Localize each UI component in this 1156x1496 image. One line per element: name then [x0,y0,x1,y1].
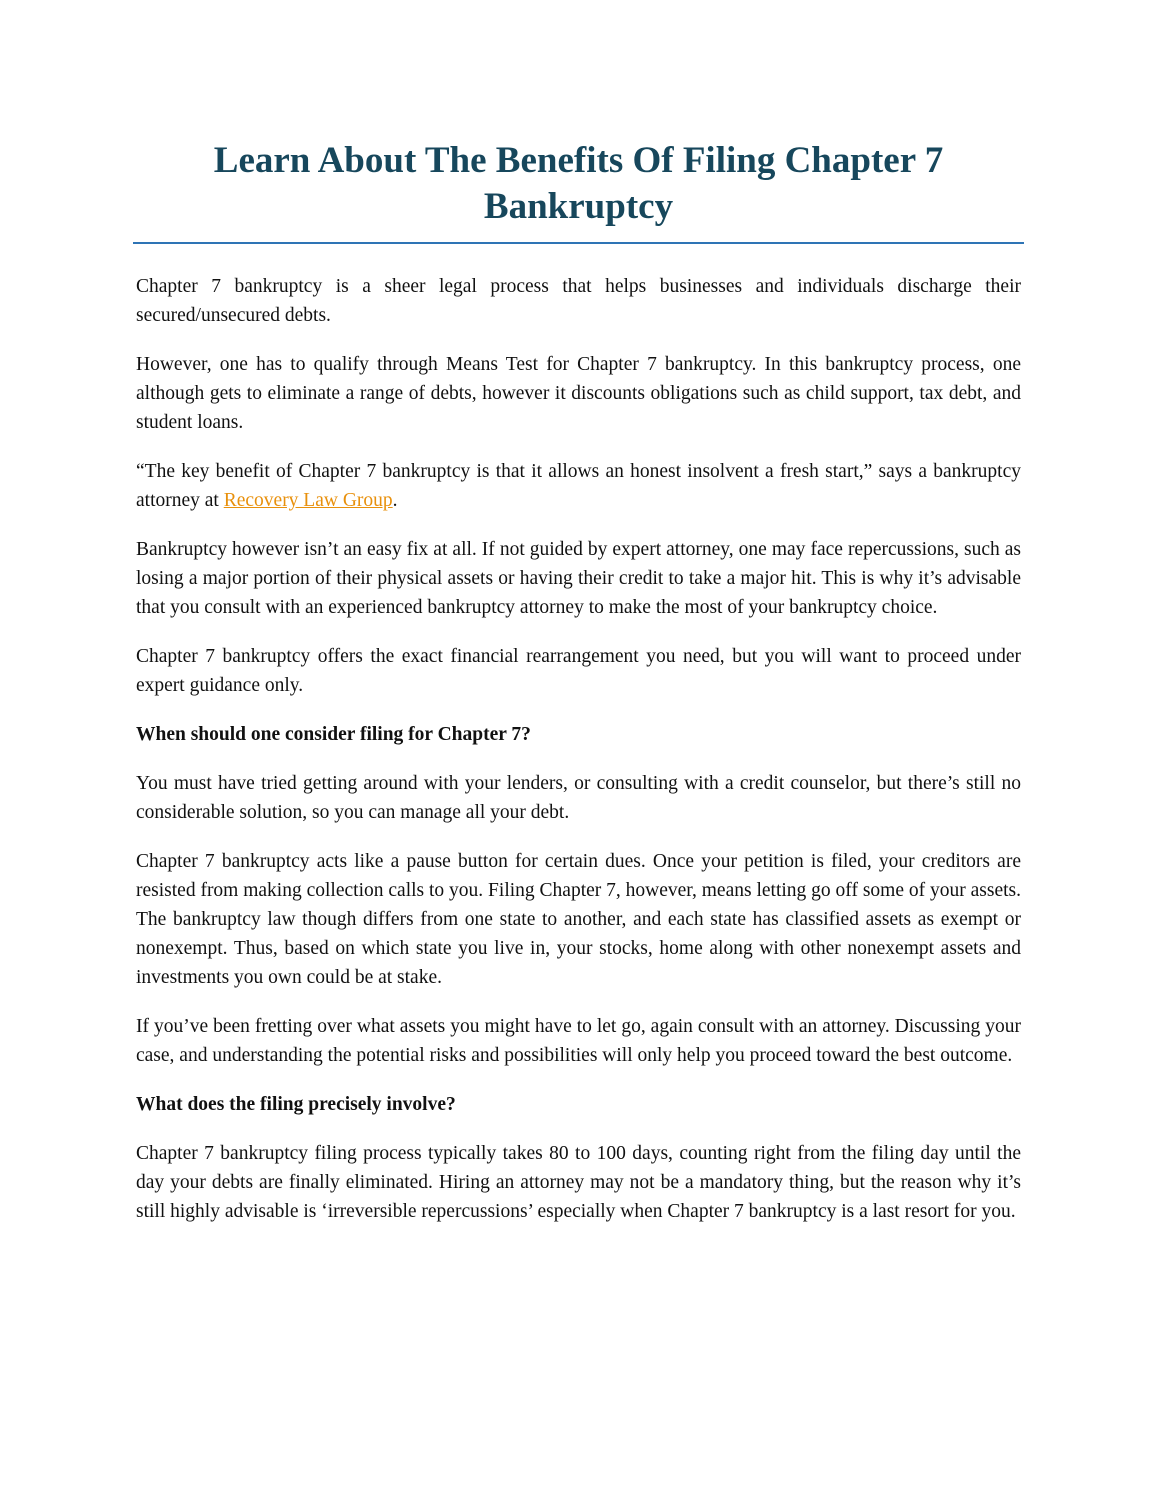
paragraph: Chapter 7 bankruptcy acts like a pause button for certain dues. Once your petition is filed, your creditors are resisted from making collection calls to you. Filing Chapter 7, however, means letting go off some of your assets. The bankruptcy law though differs from one state to another, and each state has classified assets as exempt or nonexempt. Thus, based on which state you live in, your stocks, home along with other nonexempt assets and investments you own could be at stake. [136,851,1021,988]
section-heading: When should one consider filing for Chapter 7? [136,724,531,745]
paragraph: However, one has to qualify through Means Test for Chapter 7 bankruptcy. In this bankruptcy process, one although gets to eliminate a range of debts, however it discounts obligations such as child support, tax debt, and student loans. [136,354,1021,433]
paragraph: Bankruptcy however isn’t an easy fix at all. If not guided by expert attorney, one may face repercussions, such as losing a major portion of their physical assets or having their credit to take a major hit. This is why it’s advisable that you consult with an experienced bankruptcy attorney to make the most of your bankruptcy choice. [136,539,1021,618]
document-page [136,138,1021,1246]
section-heading: What does the filing precisely involve? [136,1094,456,1115]
paragraph: You must have tried getting around with your lenders, or consulting with a credit counselor, but there’s still no considerable solution, so you can manage all your debt. [136,773,1021,823]
quote-paragraph [136,457,1021,515]
quote-text: “The key benefit of Chapter 7 bankruptcy is that it allows an honest insolvent a fresh start,” says a bankruptcy attorney at [136,461,1021,511]
document-body [136,272,1021,1226]
paragraph: Chapter 7 bankruptcy is a sheer legal process that helps businesses and individuals discharge their secured/unsecured debts. [136,276,1021,326]
recovery-law-group-link[interactable]: Recovery Law Group [223,490,393,511]
paragraph: Chapter 7 bankruptcy offers the exact financial rearrangement you need, but you will want to proceed under expert guidance only. [136,646,1021,696]
page-title: Learn About The Benefits Of Filing Chapter 7 Bankruptcy [133,138,1024,244]
paragraph: If you’ve been fretting over what assets you might have to let go, again consult with an attorney. Discussing your case, and understanding the potential risks and possibilities will only help you proceed toward the best outcome. [136,1016,1021,1066]
quote-end: . [392,490,398,511]
paragraph: Chapter 7 bankruptcy filing process typically takes 80 to 100 days, counting right from the filing day until the day your debts are finally eliminated. Hiring an attorney may not be a mandatory thing, but the reason why it’s still highly advisable is ‘irreversible repercussions’ especially when Chapter 7 bankruptcy is a last resort for you. [136,1143,1021,1222]
